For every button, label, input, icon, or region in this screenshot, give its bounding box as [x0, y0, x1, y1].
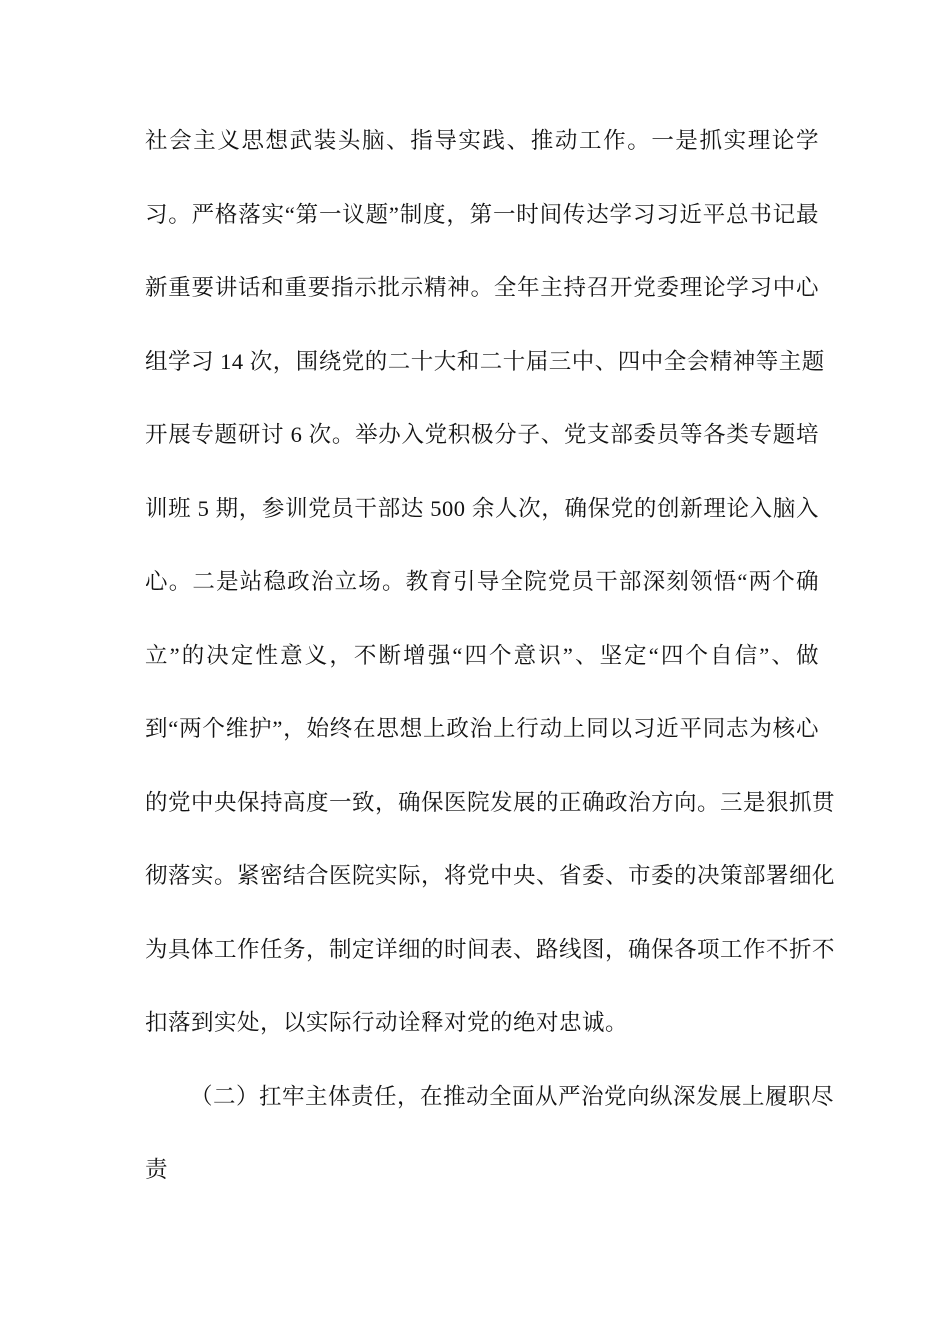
text-line: （二）扛牢主体责任，在推动全面从严治党向纵深发展上履职尽 — [190, 1083, 835, 1109]
text-line: 立”的决定性意义，不断增强“四个意识”、坚定“四个自信”、做 — [145, 642, 819, 668]
text-line: 开展专题研讨 6 次。举办入党积极分子、党支部委员等各类专题培 — [145, 422, 819, 447]
text-line: 的党中央保持高度一致，确保医院发展的正确政治方向。三是狠抓贯 — [145, 789, 836, 815]
text-line: 习。严格落实“第一议题”制度，第一时间传达学习习近平总书记最 — [145, 201, 819, 227]
document-text-block — [145, 104, 836, 1207]
text-line: 训班 5 期，参训党员干部达 500 余人次，确保党的创新理论入脑入 — [145, 495, 819, 521]
text-line: 新重要讲话和重要指示批示精神。全年主持召开党委理论学习中心 — [145, 275, 819, 300]
text-line: 组学习 14 次，围绕党的二十大和二十届三中、四中全会精神等主题 — [145, 348, 825, 374]
text-line: 责 — [145, 1157, 169, 1182]
text-line: 社会主义思想武装头脑、指导实践、推动工作。一是抓实理论学 — [145, 128, 819, 153]
text-line: 到“两个维护”，始终在思想上政治上行动上同以习近平同志为核心 — [145, 716, 819, 741]
text-line: 心。二是站稳政治立场。教育引导全院党员干部深刻领悟“两个确 — [145, 569, 819, 594]
text-line: 为具体工作任务，制定详细的时间表、路线图，确保各项工作不折不 — [145, 936, 836, 962]
text-line: 彻落实。紧密结合医院实际，将党中央、省委、市委的决策部署细化 — [145, 863, 836, 888]
text-line: 扣落到实处，以实际行动诠释对党的绝对忠诚。 — [145, 1010, 629, 1035]
